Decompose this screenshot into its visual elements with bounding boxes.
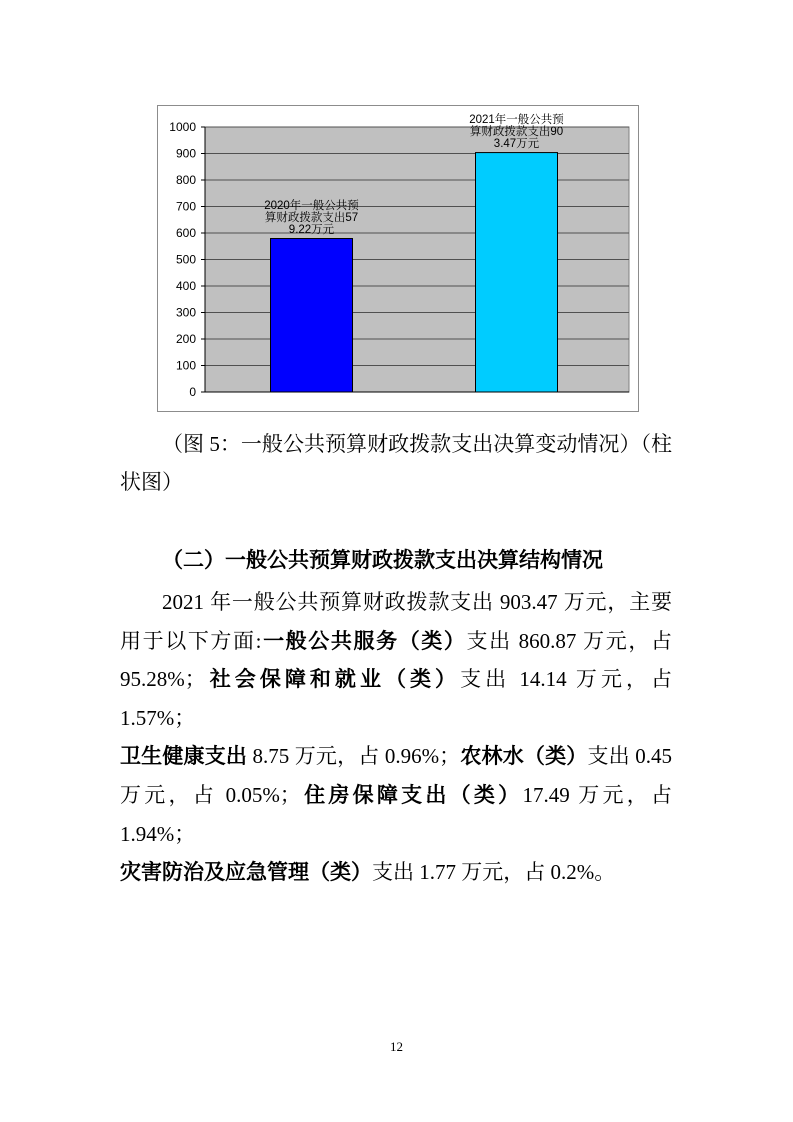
y-tick-label: 800 (175, 173, 196, 187)
bar-2-data-label: 算财政拨款支出90 (469, 126, 564, 139)
y-tick-label: 500 (175, 252, 196, 267)
caption-line: （图 5：一般公共预算财政拨款支出决算变动情况）（柱 (162, 432, 672, 456)
bold-term: 住房保障支出（类） (300, 782, 523, 807)
caption-line: 状图） (120, 470, 183, 494)
paragraph-line (120, 583, 672, 622)
text-run: 8.75 万元，占 0.96%； (247, 744, 461, 769)
y-tick-label: 900 (175, 146, 196, 161)
y-tick-label: 200 (175, 332, 196, 346)
bar-1 (271, 239, 353, 392)
paragraph-line (120, 660, 672, 737)
bar-1-data-label: 2020年一般公共预 (264, 200, 359, 213)
text-run: 用于以下方面: (120, 628, 262, 653)
bar-2-data-label: 3.47万元 (493, 138, 540, 151)
bold-term: 农林水（类） (460, 744, 588, 769)
bold-term: 灾害防治及应急管理（类） (120, 860, 372, 885)
bold-term: 卫生健康支出 (120, 744, 248, 769)
text-run: 支出 860.87 万元，占 (466, 628, 672, 653)
bar-1-data-label: 算财政拨款支出57 (264, 212, 359, 225)
text-run: 支出 0.45 (587, 744, 673, 769)
page-number: 12 (390, 1039, 403, 1054)
bar-2 (476, 153, 558, 392)
paragraph-line (120, 776, 672, 853)
paragraph-line (120, 622, 672, 661)
y-tick-label: 700 (175, 199, 196, 214)
y-tick-label: 100 (175, 358, 196, 373)
bar-2-data-label: 2021年一般公共预 (469, 114, 564, 127)
text-run: 万元，占 0.05%； (120, 782, 301, 807)
text-run: 17.49 万元，占 1.94%； (120, 782, 673, 846)
y-tick-label: 400 (175, 279, 196, 293)
bold-term: 一般公共服务（类） (261, 628, 467, 653)
bar-chart (156, 104, 640, 413)
text-run: 95.28%； (120, 667, 206, 692)
bold-term: 社会保障和就业（类） (205, 667, 461, 692)
y-tick-label: 600 (175, 226, 196, 240)
text-run: 支出 14.14 万元，占 1.57%； (120, 667, 673, 730)
text-run: 2021 年一般公共预算财政拨款支出 903.47 万元，主要 (162, 590, 672, 614)
y-tick-label: 1000 (169, 120, 196, 134)
body-paragraph (120, 583, 672, 892)
y-tick-label: 0 (189, 385, 196, 399)
text-run: 支出 1.77 万元，占 0.2%。 (372, 860, 616, 885)
paragraph-line (120, 853, 672, 892)
section-heading: （二）一般公共预算财政拨款支出决算结构情况 (162, 548, 603, 572)
figure-caption (120, 425, 672, 501)
y-tick-label: 300 (175, 305, 196, 320)
paragraph-line (120, 737, 672, 776)
bar-1-data-label: 9.22万元 (288, 224, 335, 237)
